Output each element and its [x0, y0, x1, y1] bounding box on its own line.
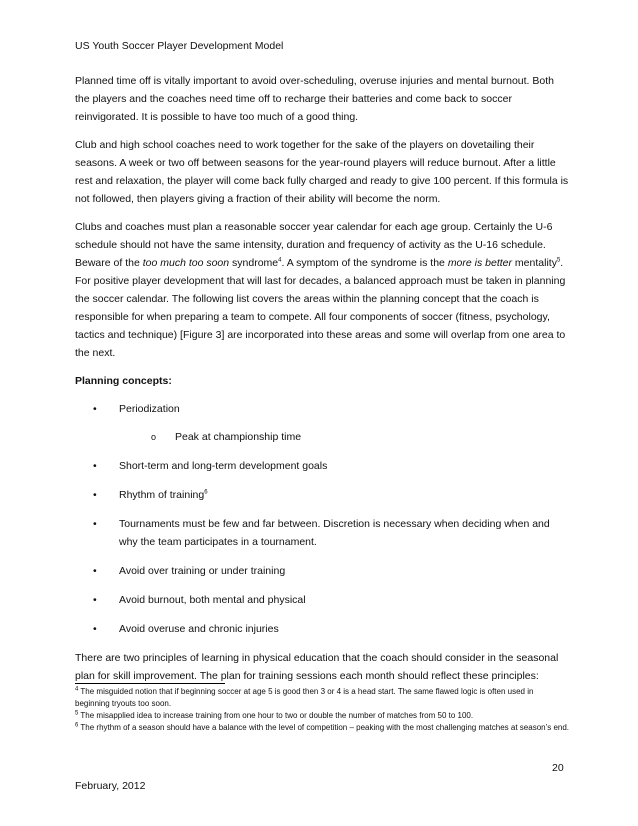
footnote: $^4$ The misguided notion that if beginning soccer at age 5 is good then 3 or 4 is a head start. The same flawed logic is often used in beginning tryouts too soon. [75, 686, 534, 708]
paragraph-time-off: Planned time off is vitally important to avoid over-scheduling, overuse injuries and mental burnout. Both the players and the coaches need time off to recharge their batteries and come back to soccer reinvigorated. It is possible to have too much of a good thing. [75, 75, 554, 123]
footnote-ref-6: 6 [204, 489, 208, 496]
footnote-ref-5: 5 [556, 257, 561, 264]
list-item: • Rhythm of training$^6$ [75, 486, 569, 504]
footnotes [75, 686, 569, 734]
page-number: 20 [552, 762, 564, 774]
list-item: • Tournaments must be few and far between. Discretion is necessary when deciding when and why the team participates in a tournament. [75, 515, 569, 551]
list-item: • Avoid over training or under training [75, 562, 569, 580]
list-item: • Short-term and long-term development goals [75, 457, 569, 475]
body-text [75, 72, 569, 695]
emphasis-more-is-better: more is better [447, 257, 513, 269]
paragraph-principles: There are two principles of learning in physical education that the coach should consider in the seasonal plan for skill improvement. The plan for training sessions each month should reflect these principles: [75, 652, 559, 682]
list-item: • Avoid overuse and chronic injuries [75, 620, 569, 638]
footnote-ref-4: 4 [278, 257, 282, 264]
sub-list [119, 428, 569, 446]
planning-list [75, 400, 569, 638]
footer-date: February, 2012 [75, 780, 146, 792]
list-item: • Avoid burnout, both mental and physical [75, 591, 569, 609]
footnote-separator [75, 683, 225, 684]
footnote: $^6$ The rhythm of a season should have a balance with the level of competition – peaking with the most challenging matches at season’s end. [75, 722, 570, 732]
planning-heading: Planning concepts: [75, 375, 172, 387]
paragraph-coaches-cooperation: Club and high school coaches need to work together for the sake of the players on dovetailing their seasons. A week or two off between seasons for the year-round players will reduce burnout. After a little rest and relaxation, the player will come back fully charged and ready to give 100 percent. If this formula is not followed, then players giving a fraction of their ability will become the norm. [75, 139, 569, 205]
running-header: US Youth Soccer Player Development Model [75, 40, 284, 52]
footnote: $^5$ The misapplied idea to increase training from one hour to two or double the number of matches from 50 to 100. [75, 710, 474, 720]
sub-list-item: o Peak at championship time [129, 428, 569, 446]
list-item: • Periodization o Peak at championship time [75, 400, 569, 446]
paragraph-calendar: Clubs and coaches must plan a reasonable soccer year calendar for each age group. Certainly the U-6 schedule should not have the same intensity, duration and frequency of activity as the U-16 schedule. Beware of the too much too soon syndrome$^4$. A symptom of the syndrome is the more is better mentality$^5$. For positive player development that will last for decades, a balanced approach must be taken in planning the soccer calendar. The following list covers the areas within the planning concept that the coach is responsible for when preparing a team to compete. All four components of soccer (fitness, psychology, tactics and technique) [Figure 3] are incorporated into these areas and some will overlap from one area to the next. [75, 221, 566, 359]
emphasis-too-much-too-soon: too much too soon [142, 257, 230, 269]
